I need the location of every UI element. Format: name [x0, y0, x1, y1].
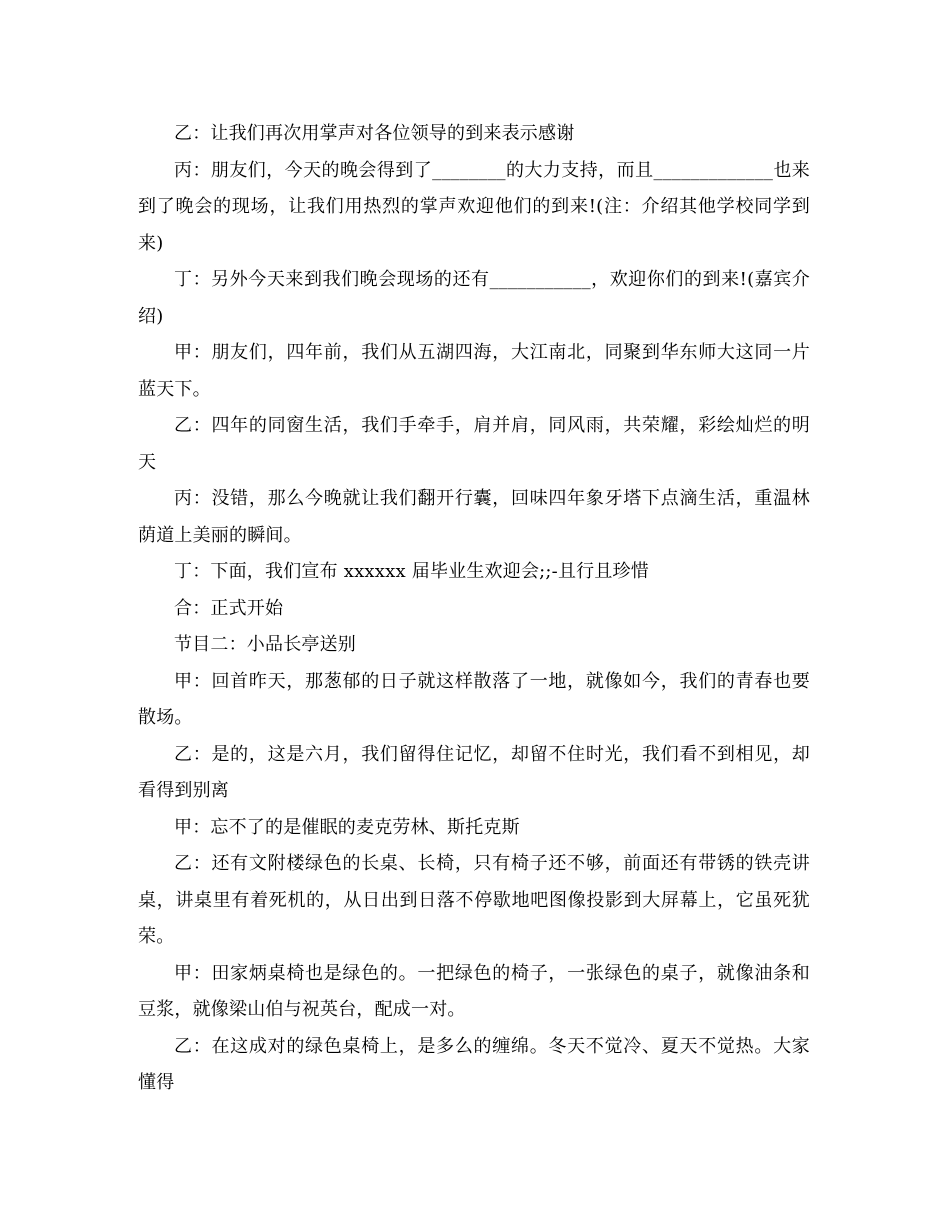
text-line: 乙：在这成对的绿色桌椅上，是多么的缠绵。冬天不觉冷、夏天不觉热。大家: [174, 1035, 810, 1057]
paragraph: [138, 408, 810, 481]
paragraph: [138, 810, 810, 847]
text-line: 荫道上美丽的瞬间。: [138, 524, 302, 546]
paragraph: [138, 554, 810, 591]
text-line: 介绍): [138, 269, 810, 327]
paragraph: [138, 335, 810, 408]
paragraph: [138, 846, 810, 956]
text-line: 乙：是的，这是六月，我们留得住记忆，却留不住时光，我们看不到相见，却: [174, 743, 810, 765]
text-line: 荣。: [138, 926, 175, 947]
paragraph: [138, 737, 810, 810]
text-line: 甲：朋友们，四年前，我们从五湖四海，大江南北，同聚到华东师大这同一片: [174, 342, 810, 363]
text-line: 来到了晚会的现场，让我们用热烈的掌声欢迎他们的到来!(注：介绍其他学校同学: [138, 159, 810, 217]
text-line: 丙：没错，那么今晚就让我们翻开行囊，回味四年象牙塔下点滴生活，重温林: [174, 488, 810, 509]
section-heading: [138, 627, 810, 664]
paragraph: [138, 1029, 810, 1102]
text-line: 甲：田家炳桌椅也是绿色的。一把绿色的椅子，一张绿色的桌子，就像油条和: [174, 962, 810, 984]
paragraph: [138, 956, 810, 1029]
paragraph: [138, 591, 810, 628]
text-line: 合：正式开始: [174, 597, 284, 619]
script-text: [138, 116, 810, 1102]
text-line: 节目二：小品长亭送别: [174, 634, 356, 655]
text-line: 蓝天下。: [138, 378, 211, 400]
paragraph: [138, 153, 810, 263]
text-line: 到来): [138, 196, 810, 254]
paragraph: [138, 481, 810, 554]
text-line: 丙：朋友们，今天的晚会得到了________的大力支持，而且_____________也: [174, 159, 792, 181]
text-line: 乙：四年的同窗生活，我们手牵手，肩并肩，同风雨，共荣耀，彩绘灿烂的明: [174, 415, 810, 436]
text-line: 丁：另外今天来到我们晚会现场的还有___________，欢迎你们的到来!(嘉宾: [174, 269, 792, 290]
text-line: 丁：下面，我们宣布 xxxxxx 届毕业生欢迎会;;-且行且珍惜: [174, 561, 649, 582]
text-line: 桌，讲桌里有着死机的，从日出到日落不停歇地吧图像投影到大屏幕上，它虽死犹: [138, 889, 810, 911]
text-line: 散场。: [138, 707, 193, 728]
text-line: 懂得: [138, 1072, 175, 1093]
text-line: 天: [138, 451, 157, 473]
text-line: 乙：让我们再次用掌声对各位领导的到来表示感谢: [174, 123, 575, 144]
text-line: 看得到别离: [138, 780, 229, 801]
text-line: 豆浆，就像梁山伯与祝英台，配成一对。: [138, 999, 466, 1020]
paragraph: [138, 664, 810, 737]
paragraph: [138, 262, 810, 335]
paragraph: [138, 116, 810, 153]
text-line: 乙：还有文附楼绿色的长桌、长椅，只有椅子还不够，前面还有带锈的铁壳讲: [174, 853, 810, 874]
text-line: 甲：回首昨天，那葱郁的日子就这样散落了一地，就像如今，我们的青春也要: [174, 670, 810, 692]
text-line: 甲：忘不了的是催眠的麦克劳林、斯托克斯: [174, 816, 520, 838]
